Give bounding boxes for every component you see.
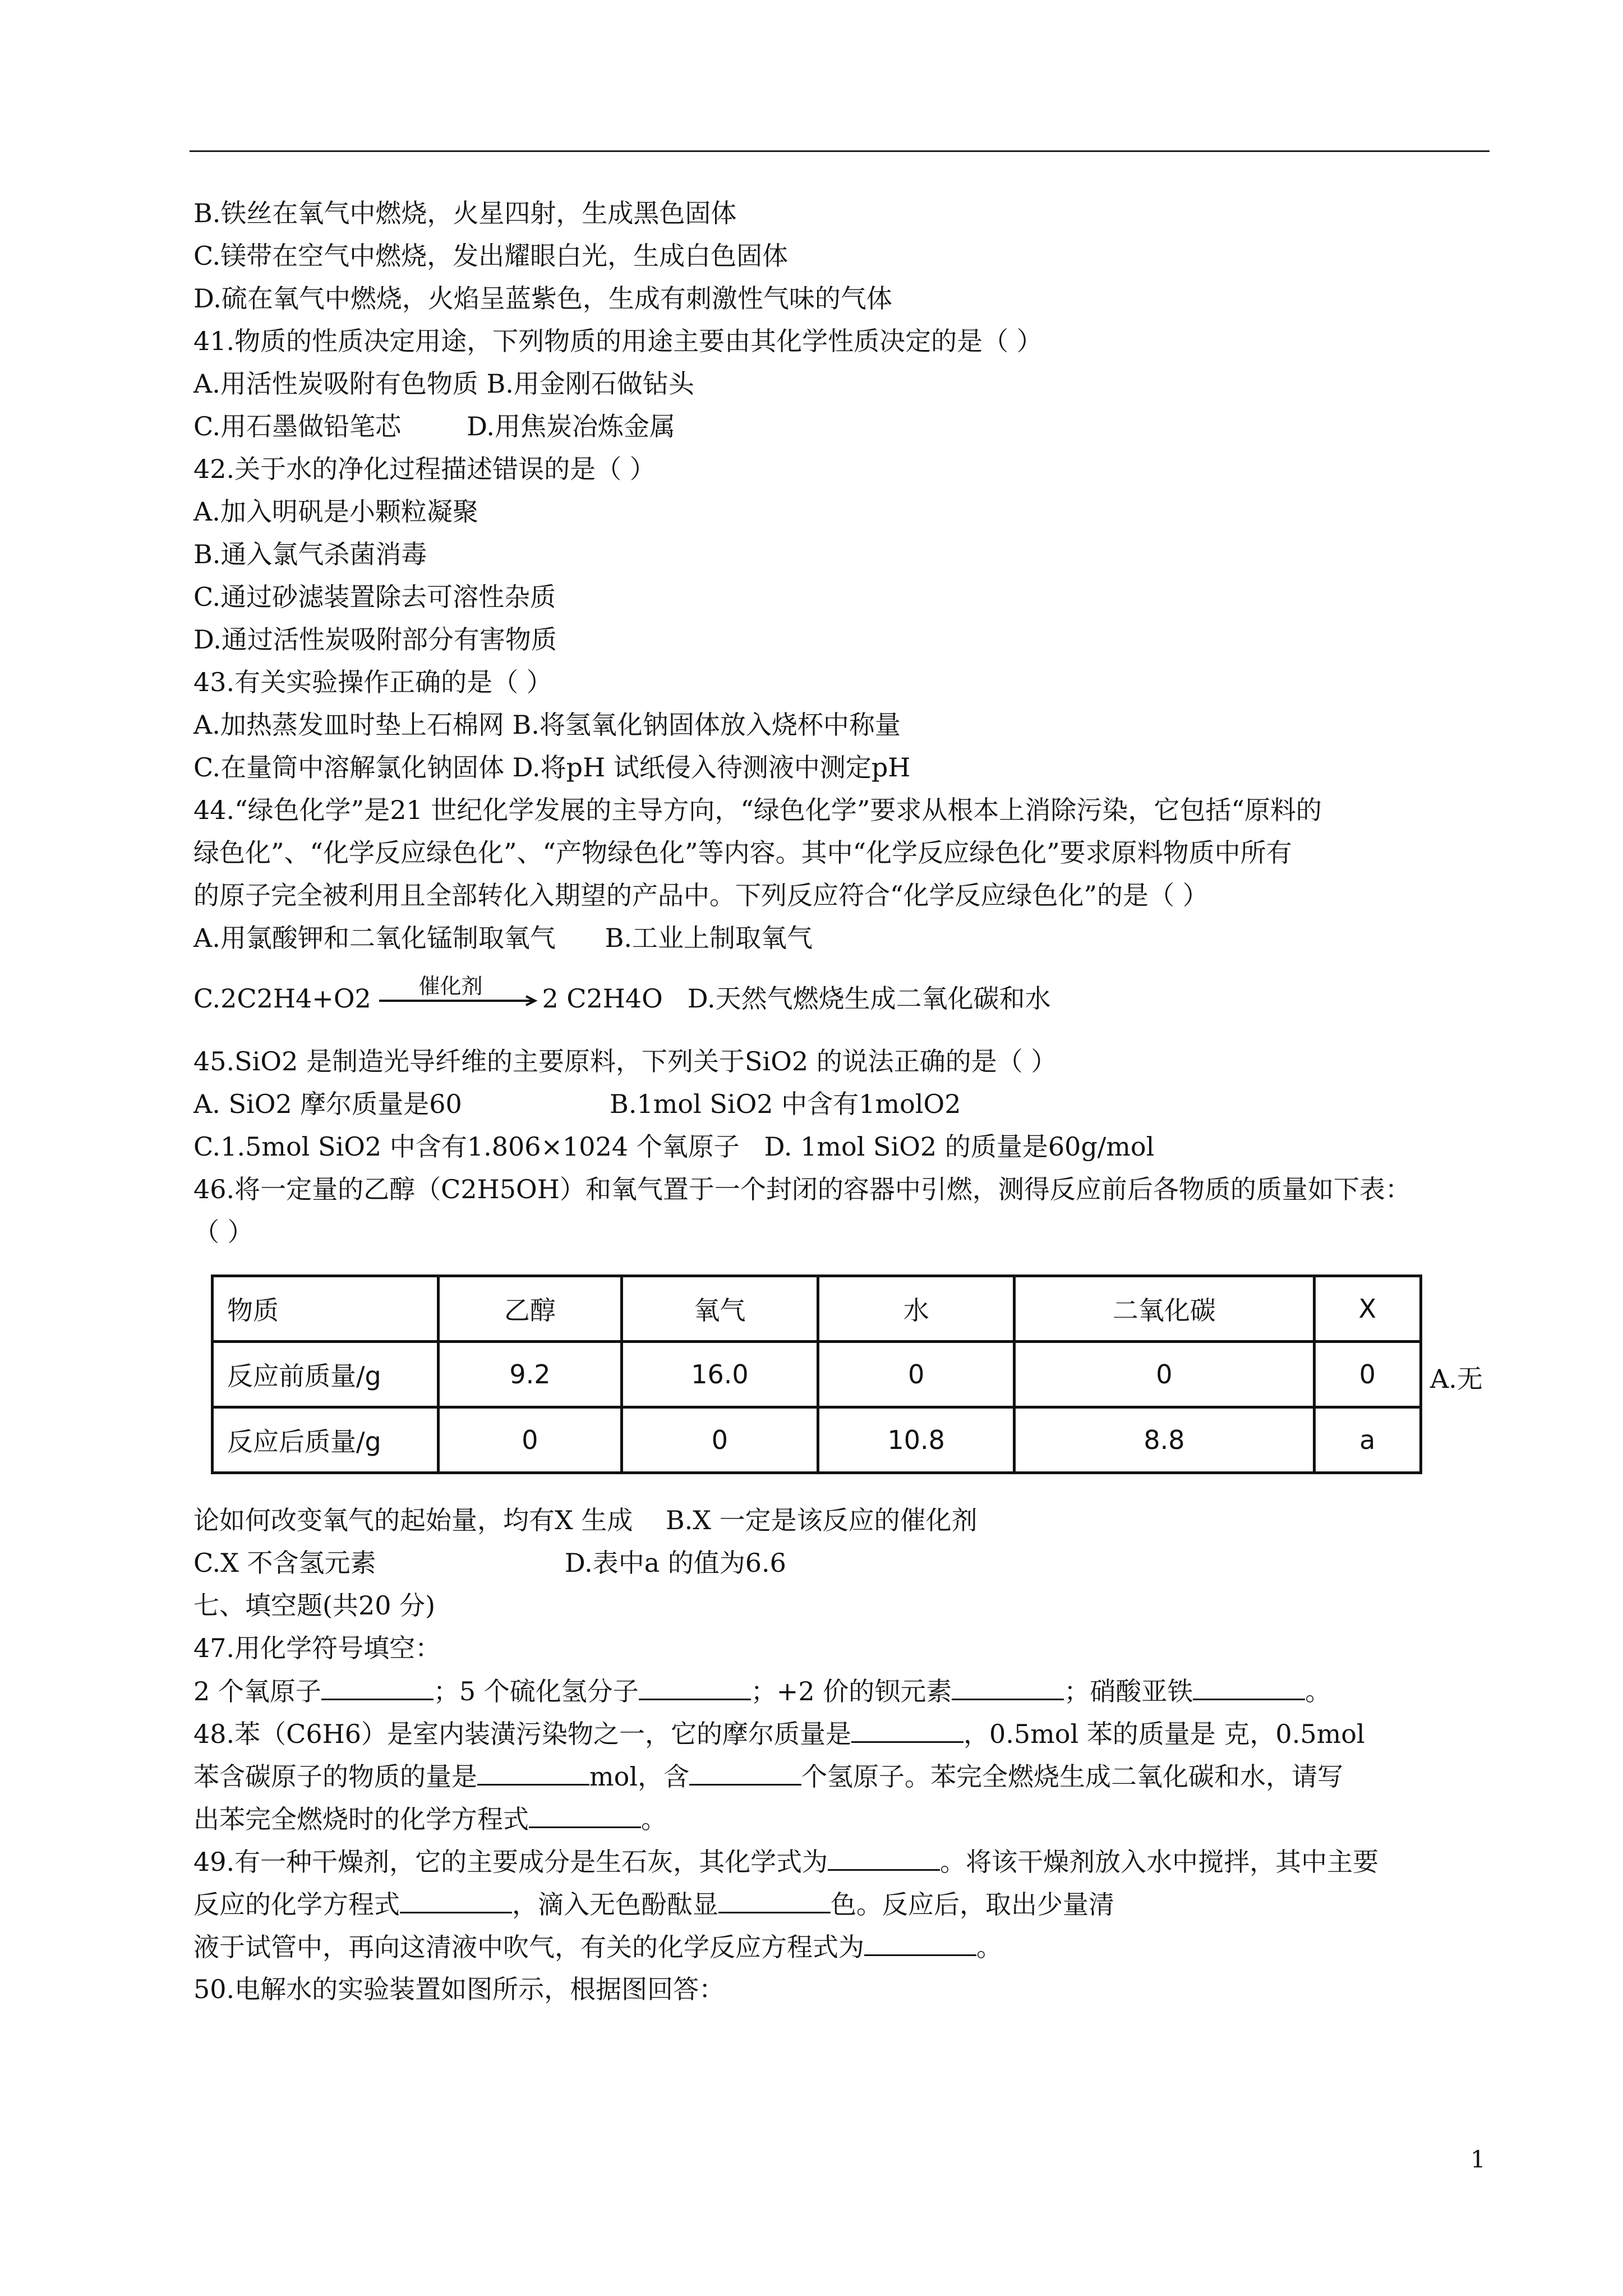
question-44-line-2: 绿色化”、“化学反应绿色化”、“产物绿色化”等内容。其中“化学反应绿色化”要求原料物质中所有 [193, 838, 1292, 868]
question-46-line-1: 46.将一定量的乙醇（C2H5OH）和氧气置于一个封闭的容器中引燃，测得反应前后各物质的质量如下表： [193, 1174, 1411, 1204]
text-segment: ；硝酸亚铁 [1064, 1676, 1193, 1706]
text-segment: 苯含碳原子的物质的量是 [193, 1761, 477, 1792]
table-header-cell: 二氧化碳 [1015, 1276, 1314, 1342]
question-45-options-cd: C.1.5mol SiO2 中含有1.806×1024 个氧原子 D. 1mol SiO2 的质量是60g/mol [193, 1131, 1155, 1162]
question-43-options-ab: A.加热蒸发皿时垫上石棉网 B.将氢氧化钠固体放入烧杯中称量 [193, 710, 901, 740]
question-46-options-cd: C.X 不含氢元素 D.表中a 的值为6.6 [193, 1548, 786, 1578]
option-a-start: A.无 [1430, 1364, 1483, 1394]
table-cell: 反应后质量/g [213, 1407, 439, 1473]
question-45-options-ab: A. SiO2 摩尔质量是60 B.1mol SiO2 中含有1molO2 [193, 1089, 961, 1119]
question-48-line-1 [193, 1717, 1365, 1751]
answer-blank[interactable] [952, 1674, 1064, 1700]
answer-blank[interactable] [864, 1930, 976, 1956]
header-rule [190, 150, 1490, 152]
text-segment: 色。反应后，取出少量清 [831, 1889, 1114, 1920]
question-41-options-cd: C.用石墨做铅笔芯 D.用焦炭冶炼金属 [193, 411, 676, 441]
table-header-row [213, 1276, 1421, 1342]
answer-blank[interactable] [1193, 1674, 1305, 1700]
text-segment: ，0.5mol 苯的质量是 克，0.5mol [963, 1719, 1365, 1749]
answer-blank[interactable] [477, 1759, 589, 1786]
answer-blank[interactable] [321, 1674, 434, 1700]
table-cell: 0 [1314, 1342, 1421, 1407]
question-49-line-3 [193, 1930, 1002, 1964]
text-segment: ；5 个硫化氢分子 [433, 1676, 639, 1706]
text-segment: 出苯完全燃烧时的化学方程式 [193, 1804, 529, 1834]
text-segment: 反应的化学方程式 [193, 1889, 400, 1920]
answer-blank[interactable] [400, 1887, 512, 1913]
question-42-option-d: D.通过活性炭吸附部分有害物质 [193, 624, 557, 655]
question-44-line-3: 的原子完全被利用且全部转化入期望的产品中。下列反应符合“化学反应绿色化”的是（ ） [193, 880, 1209, 910]
table-cell: 0 [621, 1407, 818, 1473]
question-43: 43.有关实验操作正确的是（ ） [193, 667, 552, 697]
question-46-options-ab: 论如何改变氧气的起始量，均有X 生成 B.X 一定是该反应的催化剂 [193, 1505, 978, 1535]
question-42-option-a: A.加入明矾是小颗粒凝聚 [193, 496, 478, 527]
table-header-cell: 氧气 [621, 1276, 818, 1342]
option-c-magnesium: C.镁带在空气中燃烧，发出耀眼白光，生成白色固体 [193, 241, 789, 271]
text-segment: 2 个氧原子 [193, 1676, 321, 1706]
question-41-options-ab: A.用活性炭吸附有色物质 B.用金刚石做钻头 [193, 369, 694, 399]
table-cell: 8.8 [1015, 1407, 1314, 1473]
question-50: 50.电解水的实验装置如图所示，根据图回答： [193, 1974, 725, 2004]
question-43-options-cd: C.在量筒中溶解氯化钠固体 D.将pH 试纸侵入待测液中测定pH [193, 752, 911, 783]
equation-products-and-option-d: 2 C2H4O D.天然气燃烧生成二氧化碳和水 [542, 983, 1051, 1014]
question-42: 42.关于水的净化过程描述错误的是（ ） [193, 454, 656, 484]
question-42-option-b: B.通入氯气杀菌消毒 [193, 539, 427, 569]
arrow-right-icon [379, 995, 542, 1006]
question-44-options-cd [193, 974, 1051, 1015]
mass-table [211, 1274, 1422, 1474]
question-41: 41.物质的性质决定用途，下列物质的用途主要由其化学性质决定的是（ ） [193, 326, 1043, 356]
catalyst-label: 催化剂 [418, 974, 483, 999]
question-48-line-2 [193, 1759, 1343, 1793]
answer-blank[interactable] [828, 1844, 940, 1871]
option-b-iron: B.铁丝在氧气中燃烧，火星四射，生成黑色固体 [193, 198, 737, 228]
equation-reactants: C.2C2H4+O2 [193, 983, 380, 1014]
answer-blank[interactable] [639, 1674, 751, 1700]
table-cell: 16.0 [621, 1342, 818, 1407]
table-header-cell: 水 [818, 1276, 1015, 1342]
table-cell: a [1314, 1407, 1421, 1473]
question-47-blanks [193, 1674, 1331, 1708]
question-49-line-1 [193, 1844, 1378, 1879]
text-segment: 48.苯（C6H6）是室内装潢污染物之一，它的摩尔质量是 [193, 1719, 851, 1749]
question-45: 45.SiO2 是制造光导纤维的主要原料，下列关于SiO2 的说法正确的是（ ） [193, 1046, 1057, 1076]
text-segment: 。将该干燥剂放入水中搅拌，其中主要 [940, 1847, 1379, 1877]
text-segment: 液于试管中，再向这清液中吹气，有关的化学反应方程式为 [193, 1932, 864, 1962]
table-cell: 反应前质量/g [213, 1342, 439, 1407]
question-44-options-ab: A.用氯酸钾和二氧化锰制取氧气 B.工业上制取氧气 [193, 923, 813, 953]
table-cell: 10.8 [818, 1407, 1015, 1473]
table-header-cell: X [1314, 1276, 1421, 1342]
answer-blank[interactable] [718, 1887, 831, 1913]
answer-blank[interactable] [529, 1802, 641, 1828]
table-header-cell: 乙醇 [439, 1276, 622, 1342]
page-number: 1 [1470, 2146, 1486, 2173]
question-42-option-c: C.通过砂滤装置除去可溶性杂质 [193, 582, 556, 612]
text-segment: 。 [641, 1804, 667, 1834]
text-segment: ，滴入无色酚酞显 [512, 1889, 718, 1920]
option-d-sulfur: D.硫在氧气中燃烧，火焰呈蓝紫色，生成有刺激性气味的气体 [193, 283, 892, 314]
table-cell: 0 [818, 1342, 1015, 1407]
question-47: 47.用化学符号填空： [193, 1633, 441, 1663]
question-49-line-2 [193, 1887, 1114, 1921]
catalyst-arrow [379, 974, 542, 1015]
text-segment: ；+2 价的钡元素 [750, 1676, 952, 1706]
table-row [213, 1342, 1421, 1407]
table-cell: 9.2 [439, 1342, 622, 1407]
table-header-cell: 物质 [213, 1276, 439, 1342]
answer-blank[interactable] [851, 1717, 963, 1743]
table-cell: 0 [1015, 1342, 1314, 1407]
text-segment: 49.有一种干燥剂，它的主要成分是生石灰，其化学式为 [193, 1847, 828, 1877]
text-segment: 。 [1305, 1676, 1331, 1706]
table-row [213, 1407, 1421, 1473]
question-44-line-1: 44.“绿色化学”是21 世纪化学发展的主导方向，“绿色化学”要求从根本上消除污染，它包括“原料的 [193, 795, 1322, 825]
question-46-line-2: （ ） [193, 1217, 253, 1247]
text-segment: 个氢原子。苯完全燃烧生成二氧化碳和水，请写 [801, 1761, 1344, 1792]
text-segment: mol，含 [589, 1761, 690, 1792]
text-segment: 。 [976, 1932, 1002, 1962]
question-48-line-3 [193, 1802, 667, 1836]
answer-blank[interactable] [689, 1759, 801, 1786]
section-7-title: 七、填空题(共20 分) [193, 1590, 436, 1621]
table-cell: 0 [439, 1407, 622, 1473]
